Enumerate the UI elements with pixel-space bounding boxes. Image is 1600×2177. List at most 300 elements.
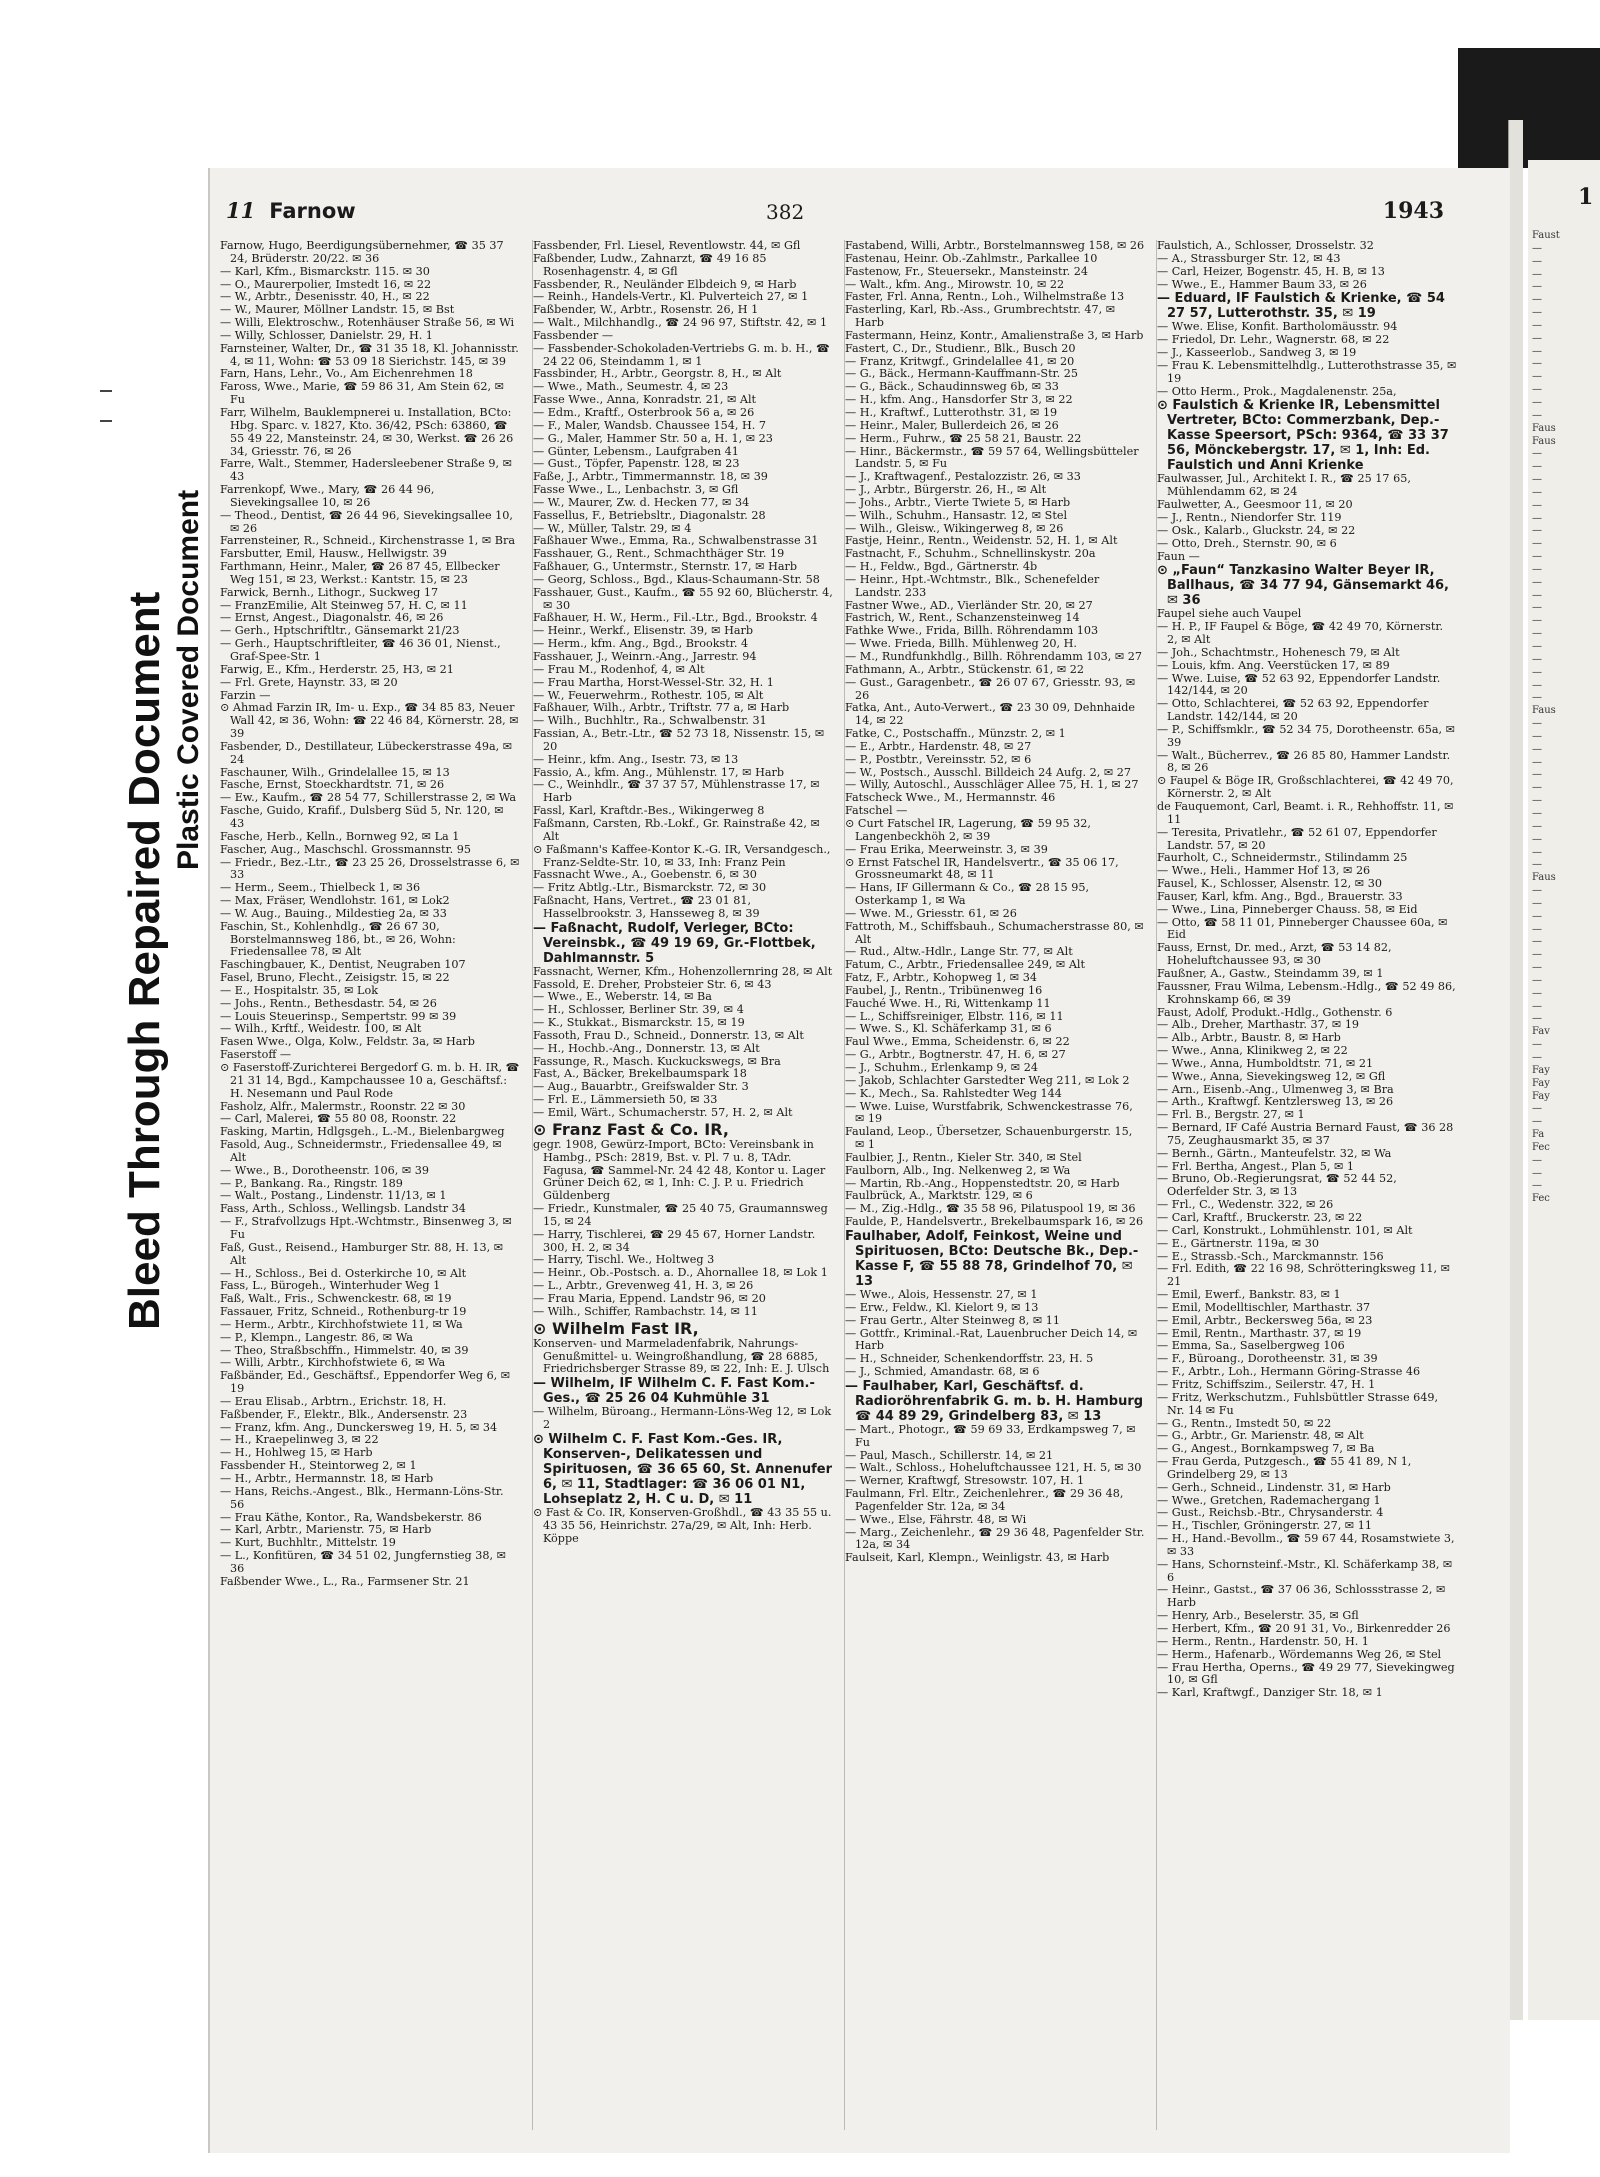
directory-entry: Fassoth, Frau D., Schneid., Donnerstr. 13, ✉ Alt [533,1028,804,1042]
directory-entry: — Johs., Rentn., Bethesdastr. 54, ✉ 26 [220,996,437,1010]
directory-entry: — J., Arbtr., Bürgerstr. 26, H., ✉ Alt [845,483,1047,497]
directory-entry: — Wwe. M., Griesstr. 61, ✉ 26 [845,906,1017,920]
next-page-line: — [1532,807,1542,819]
directory-entry: Faschauner, Wilh., Grindelallee 15, ✉ 13 [220,765,450,779]
directory-entry: Fassauer, Fritz, Schneid., Rothenburg-tr 19 [220,1305,467,1319]
next-page-line: — [1532,371,1542,383]
directory-entry: — Henry, Arb., Beselerstr. 35, ✉ Gfl [1157,1609,1359,1623]
directory-column-1 [220,240,520,2130]
directory-entry: ⊙ Wilhelm Fast IR, [533,1318,699,1338]
directory-entry: Fasold, Aug., Schneidermstr., Friedensallee 49, ✉ Alt [220,1138,502,1164]
directory-entry: — Walt., Milchhandlg., ☎ 24 96 97, Stiftstr. 42, ✉ 1 [533,316,828,330]
directory-entry: Fasholz, Alfr., Malermstr., Roonstr. 22 ✉ 30 [220,1099,466,1113]
directory-entry: Fassellus, F., Betriebsltr., Diagonalstr. 28 [533,508,766,522]
next-page-line: — [1532,782,1542,794]
directory-entry: — Jakob, Schlachter Garstedter Weg 211, ✉ Lok 2 [845,1073,1130,1087]
next-page-line: — [1532,885,1542,897]
next-page-line: — [1532,525,1542,537]
next-page-line: — [1532,1103,1542,1115]
directory-entry: — L., Schiffsreiniger, Elbstr. 116, ✉ 11 [845,1009,1064,1023]
directory-entry: — Gust., Garagenbetr., ☎ 26 07 67, Griesstr. 93, ✉ 26 [845,675,1136,702]
next-page-line: — [1532,1039,1542,1051]
directory-entry: Fasel, Bruno, Flecht., Zeisigstr. 15, ✉ 22 [220,971,450,985]
directory-entry: — Gottfr., Kriminal.-Rat, Lauenbrucher Deich 14, ✉ Harb [845,1326,1138,1353]
directory-entry: Fathmann, A., Arbtr., Stückenstr. 61, ✉ 22 [845,662,1085,676]
directory-entry: — Wilh., Krftf., Weidestr. 100, ✉ Alt [220,1022,422,1036]
next-page-line: — [1532,910,1542,922]
directory-entry: — M., Rundfunkhdlg., Billh. Röhrendamm 103, ✉ 27 [845,650,1143,663]
directory-entry: Fasen Wwe., Olga, Kolw., Feldstr. 3a, ✉ Harb [220,1035,475,1049]
directory-entry: Fassbender, R., Neuländer Elbdeich 9, ✉ Harb [533,277,797,291]
directory-entry: — H., Kraftwf., Lutterothstr. 31, ✉ 19 [845,405,1058,419]
next-page-line: — [1532,384,1542,396]
directory-entry: — Frau M., Rodenhof, 4, ✉ Alt [533,662,705,676]
directory-entry: — Walt., Schloss., Hoheluftchaussee 121, H. 5, ✉ 30 [845,1461,1142,1475]
next-page-line: — [1532,576,1542,588]
directory-entry: — E., Strassb.-Sch., Marckmannstr. 156 [1157,1249,1384,1263]
directory-entry: — Emil, Rentn., Marthastr. 37, ✉ 19 [1157,1326,1362,1340]
next-page-line: — [1532,1000,1542,1012]
directory-entry: — Wwe., Math., Seumestr. 4, ✉ 23 [533,380,729,394]
directory-entry: Faschin, St., Kohlenhdlg., ☎ 26 67 30, Borstelmannsweg 186, bt., ✉ 26, Wohn: Friedensallee 78, ✉ Alt [220,919,456,959]
directory-entry: Fasshauer, J., Weinrn.-Ang., Jarrestr. 94 [533,650,757,663]
directory-entry: — Otto Herm., Prok., Magdalenenstr. 25a, [1157,384,1397,398]
directory-entry: Faßbender, F., Elektr., Blk., Andersenstr. 23 [220,1407,468,1421]
directory-entry: Fassnacht, Werner, Kfm., Hohenzollernring 28, ✉ Alt [533,964,833,978]
directory-entry: — E., Arbtr., Hardenstr. 48, ✉ 27 [845,739,1032,753]
directory-entry: — Arn., Eisenb.-Ang., Ulmenweg 3, ✉ Bra [1157,1082,1394,1096]
directory-entry: — Fritz, Werkschutzm., Fuhlsbüttler Strasse 649, Nr. 14 ✉ Fu [1157,1390,1439,1417]
directory-entry: Fass, L., Bürogeh., Winterhuder Weg 1 [220,1279,441,1293]
next-page-line: — [1532,987,1542,999]
directory-entry: — K., Stukkat., Bismarckstr. 15, ✉ 19 [533,1016,745,1030]
directory-entry: Faulseit, Karl, Klempn., Weinligstr. 43, ✉ Harb [845,1551,1110,1565]
directory-entry: — Teresita, Privatlehr., ☎ 52 61 07, Eppendorfer Landstr. 57, ✉ 20 [1157,825,1437,852]
next-page-line: — [1532,358,1542,370]
next-page-line: — [1532,461,1542,473]
directory-entry: Fauss, Ernst, Dr. med., Arzt, ☎ 53 14 82, Hoheluftchaussee 93, ✉ 30 [1157,941,1392,968]
directory-entry: — Theo, Straßbschffn., Himmelstr. 40, ✉ 39 [220,1343,469,1357]
page-edge-tick [100,390,112,392]
section-number: 11 [226,198,256,223]
directory-entry: — Wwe., E., Weberstr. 14, ✉ Ba [533,990,712,1004]
next-page-line: Faus [1532,872,1556,884]
directory-entry: Fathke Wwe., Frida, Billh. Röhrendamm 103 [845,624,1099,638]
next-page-line: — [1532,294,1542,306]
directory-entry: Fassbender, Frl. Liesel, Reventlowstr. 44, ✉ Gfl [533,240,801,252]
directory-entry: — Wwe., Anna, Klinikweg 2, ✉ 22 [1157,1044,1348,1058]
directory-entry: Konserven- und Marmeladenfabrik, Nahrungs-Genußmittel- u. Weingroßhandlung, ☎ 28 6885, Friedrichsberger Strasse 89, ✉ 22, Inh: E. J. Ulsch [533,1336,830,1376]
plastic-covered-label: Plastic Covered Document [172,489,205,870]
directory-entry: — G., Rentn., Imstedt 50, ✉ 22 [1157,1416,1332,1430]
directory-entry: — P., Postbtr., Vereinsstr. 52, ✉ 6 [845,752,1032,766]
directory-entry: — J., Kraftwagenf., Pestalozzistr. 26, ✉ 33 [845,470,1081,484]
directory-entry: — Wilh., Gleisw., Wikingerweg 8, ✉ 26 [845,521,1064,535]
directory-entry: Fastenow, Fr., Steuersekr., Mansteinstr. 24 [845,264,1088,278]
directory-entry: Fatz, F., Arbtr., Kohopweg 1, ✉ 34 [845,971,1037,985]
directory-entry: Faßhauer, H. W., Herm., Fil.-Ltr., Bgd., Brookstr. 4 [533,611,818,625]
directory-entry: — Herm., Seem., Thielbeck 1, ✉ 36 [220,881,421,895]
next-page-line: — [1532,859,1542,871]
directory-entry: Farre, Walt., Stemmer, Hadersleebener Straße 9, ✉ 43 [220,457,512,484]
next-page-line: Faust [1532,230,1560,241]
directory-entry: — H., Hand.-Bevollm., ☎ 59 67 44, Rosamstwiete 3, ✉ 33 [1157,1532,1455,1558]
directory-entry: Fatscheck Wwe., M., Hermannstr. 46 [845,791,1056,805]
directory-entry: Faulstich, A., Schlosser, Drosselstr. 32 [1157,240,1374,252]
directory-entry: — Wwe. Luise, ☎ 52 63 92, Eppendorfer Landstr. 142/144, ✉ 20 [1157,671,1441,698]
directory-entry: — Johs., Arbtr., Vierte Twiete 5, ✉ Harb [845,495,1071,509]
directory-entry: — Karl, Kfm., Bismarckstr. 115. ✉ 30 [220,264,430,278]
directory-entry: Fasche, Herb., Kelln., Bornweg 92, ✉ La 1 [220,829,460,843]
directory-entry: — Bernard, IF Café Austria Bernard Faust, ☎ 36 28 75, Zeughausmarkt 35, ✉ 37 [1157,1121,1454,1147]
directory-entry: Farzin — [220,688,271,702]
directory-entry: — W. Aug., Bauing., Mildestieg 2a, ✉ 33 [220,906,447,920]
directory-entry: — Gerh., Schneid., Lindenstr. 31, ✉ Harb [1157,1480,1391,1494]
next-page-line: Faus [1532,422,1556,434]
page-number: 382 [766,200,805,224]
directory-entry: — Erw., Feldw., Kl. Kielort 9, ✉ 13 [845,1300,1039,1314]
next-page-line: — [1532,936,1542,948]
directory-entry: — Otto, Schlachterei, ☎ 52 63 92, Eppendorfer Landstr. 142/144, ✉ 20 [1157,697,1429,724]
directory-entry: — Otto, Dreh., Sternstr. 90, ✉ 6 [1157,536,1337,550]
directory-entry: — H., Schlosser, Berliner Str. 39, ✉ 4 [533,1003,744,1017]
directory-entry: — Ernst, Angest., Diagonalstr. 46, ✉ 26 [220,611,444,625]
directory-entry: — Wwe., Anna, Humboldtstr. 71, ✉ 21 [1157,1056,1374,1070]
running-head-year: 1943 [1382,198,1444,224]
directory-entry: — L., Arbtr., Grevenweg 41, H. 3, ✉ 26 [533,1279,754,1293]
next-page-line: — [1532,448,1542,460]
directory-entry: — Willy, Schlosser, Danielstr. 29, H. 1 [220,328,433,342]
directory-entry: — F., Büroang., Dorotheenstr. 31, ✉ 39 [1157,1352,1378,1366]
directory-column-2 [532,240,833,2130]
directory-entry: — J., Schmied, Amandastr. 68, ✉ 6 [845,1365,1040,1379]
directory-entry: Fastje, Heinr., Rentn., Weidenstr. 52, H. 1, ✉ Alt [845,534,1118,548]
directory-entry: — Louis, kfm. Ang. Veerstücken 17, ✉ 89 [1157,658,1390,672]
directory-entry: — Bruno, Ob.-Regierungsrat, ☎ 52 44 52, Oderfelder Str. 3, ✉ 13 [1157,1172,1397,1199]
directory-entry: Faurholt, C., Schneidermstr., Stilindamm 25 [1157,851,1408,865]
directory-entry: Faßbender Wwe., L., Ra., Farmsener Str. 21 [220,1574,470,1588]
next-page-line: — [1532,512,1542,524]
directory-entry: — Wwe., Alois, Hessenstr. 27, ✉ 1 [845,1287,1038,1301]
directory-entry: — Wwe. Elise, Konfit. Bartholomäusstr. 94 [1157,320,1398,334]
directory-entry: — Karl, Kraftwgf., Danziger Str. 18, ✉ 1 [1157,1686,1383,1700]
scan-background-corner [1458,48,1600,168]
directory-entry: Fastner Wwe., AD., Vierländer Str. 20, ✉ 27 [845,598,1093,612]
directory-entry: — Fritz Abtlg.-Ltr., Bismarckstr. 72, ✉ 30 [533,881,767,895]
directory-entry: — Paul, Masch., Schillerstr. 14, ✉ 21 [845,1448,1054,1462]
directory-entry: — E., Gärtnerstr. 119a, ✉ 30 [1157,1236,1319,1250]
directory-entry: — H., Hochb.-Ang., Donnerstr. 13, ✉ Alt [533,1041,760,1055]
directory-entry: — Mart., Photogr., ☎ 59 69 33, Erdkampsweg 7, ✉ Fu [845,1422,1136,1449]
directory-entry: — Frau Martha, Horst-Wessel-Str. 32, H. 1 [533,675,774,689]
directory-entry: — Eduard, IF Faulstich & Krienke, ☎ 54 27 57, Lutterothstr. 35, ✉ 19 [1157,291,1445,322]
directory-entry: Farsbutter, Emil, Hausw., Hellwigstr. 39 [220,547,447,561]
directory-entry: — Heinr., Gastst., ☎ 37 06 36, Schlossstrasse 2, ✉ Harb [1157,1583,1446,1610]
directory-entry: — FranzEmilie, Alt Steinweg 57, H. C, ✉ 11 [220,598,468,612]
directory-entry: ⊙ Ahmad Farzin IR, Im- u. Exp., ☎ 34 85 83, Neuer Wall 42, ✉ 36, Wohn: ☎ 22 46 84, Körnerstr. 28, ✉ 39 [220,701,519,741]
directory-entry: Fasse Wwe., L., Lenbachstr. 3, ✉ Gfl [533,483,739,497]
directory-entry: Faßhauer, G., Untermstr., Sternstr. 17, ✉ Harb [533,560,798,574]
directory-entry: Fasking, Martin, Hdlgsgeh., L.-M., Bielenbargweg [220,1125,505,1139]
directory-entry: — M., Zig.-Hdlg., ☎ 35 58 96, Pilatuspool 19, ✉ 36 [845,1202,1136,1216]
directory-entry: Fasbender, D., Destillateur, Lübeckerstrasse 49a, ✉ 24 [220,739,513,766]
directory-entry: Farwick, Bernh., Lithogr., Suckweg 17 [220,585,439,599]
directory-entry: — Wwe., Anna, Sievekingsweg 12, ✉ Gfl [1157,1069,1386,1083]
directory-entry: — Wwe., Heli., Hammer Hof 13, ✉ 26 [1157,864,1371,878]
directory-entry: — Carl, Konstrukt., Lohmühlenstr. 101, ✉ Alt [1157,1223,1413,1237]
directory-entry: Faußner, A., Gastw., Steindamm 39, ✉ 1 [1157,966,1384,980]
directory-entry: — Friedr., Bez.-Ltr., ☎ 23 25 26, Drosselstrasse 6, ✉ 33 [220,855,520,882]
directory-entry: — Heinr., kfm. Ang., Isestr. 73, ✉ 13 [533,752,739,766]
directory-entry: Fastrich, W., Rent., Schanzensteinweg 14 [845,611,1080,625]
directory-entry: — P., Schiffsmklr., ☎ 52 34 75, Dorotheenstr. 65a, ✉ 39 [1157,722,1456,749]
next-page-line: — [1532,949,1542,961]
directory-entry: — G., Angest., Bornkampsweg 7, ✉ Ba [1157,1442,1375,1456]
directory-entry: Faulbrück, A., Marktstr. 129, ✉ 6 [845,1189,1033,1203]
directory-entry: Fatschel — [845,804,908,818]
next-page-line: — [1532,962,1542,974]
next-page-line: — [1532,345,1542,357]
directory-entry: — Faulhaber, Karl, Geschäftsf. d. Radioröhrenfabrik G. m. b. H. Hamburg ☎ 44 89 29, Grindelberg 83, ✉ 13 [845,1378,1144,1424]
next-page-line: — [1532,730,1542,742]
directory-entry: — Alb., Dreher, Marthastr. 37, ✉ 19 [1157,1018,1360,1032]
directory-entry: — Wilh., Buchhltr., Ra., Schwalbenstr. 31 [533,714,767,728]
directory-entry: Faulborn, Alb., Ing. Nelkenweg 2, ✉ Wa [845,1163,1071,1177]
next-page-line: Fav [1532,1026,1550,1038]
next-page-line: — [1532,923,1542,935]
directory-entry: de Fauquemont, Carl, Beamt. i. R., Rehhoffstr. 11, ✉ 11 [1157,800,1454,826]
directory-entry: Fastenau, Heinr. Ob.-Zahlmstr., Parkallee 10 [845,251,1098,265]
directory-entry: — Louis Steuerinsp., Sempertstr. 99 ✉ 39 [220,1009,457,1023]
bleed-through-label: Bleed Through Repaired Document [120,591,169,1330]
directory-entry: Faßhauer Wwe., Emma, Ra., Schwalbenstrasse 31 [533,534,819,548]
directory-entry: Farwig, E., Kfm., Herderstr. 25, H3, ✉ 21 [220,662,454,676]
directory-entry: — H., Arbtr., Hermannstr. 18, ✉ Harb [220,1472,434,1485]
directory-entry: — Hans, Reichs.-Angest., Blk., Hermann-Löns-Str. 56 [220,1484,504,1511]
directory-entry: — G., Arbtr., Bogtnerstr. 47, H. 6, ✉ 27 [845,1048,1066,1062]
page-header [226,198,1480,232]
directory-entry: — Herm., Hafenarb., Wördemanns Weg 26, ✉ Stel [1157,1647,1442,1661]
next-page-line: Fay [1532,1077,1550,1089]
directory-entry: Faßbänder, Ed., Geschäftsf., Eppendorfer Weg 6, ✉ 19 [220,1369,511,1396]
directory-entry: — Frau Hertha, Operns., ☎ 49 29 77, Sievekingweg 10, ✉ Gfl [1157,1660,1455,1687]
directory-entry: — O., Maurerpolier, Imstedt 16, ✉ 22 [220,277,432,291]
directory-entry: — Franz, Kritwgf., Grindelallee 41, ✉ 20 [845,354,1075,368]
directory-entry: — Georg, Schloss., Bgd., Klaus-Schaumann-Str. 58 [533,572,820,586]
directory-entry: Fasche, Ernst, Stoeckhardtstr. 71, ✉ 26 [220,778,445,792]
next-page-line: — [1532,1116,1542,1128]
directory-entry: — Erau Elisab., Arbtrn., Erichstr. 18, H. [220,1394,447,1408]
directory-entry: — Heinr., Ob.-Postsch. a. D., Ahornallee 18, ✉ Lok 1 [533,1266,828,1280]
next-page-line: — [1532,795,1542,807]
next-page-line: — [1532,474,1542,486]
next-page-line: — [1532,307,1542,319]
directory-entry: Fasse Wwe., Anna, Konradstr. 21, ✉ Alt [533,393,757,407]
directory-entry: — Günter, Lebensm., Laufgraben 41 [533,444,739,458]
next-page-line: Faus [1532,435,1556,447]
directory-entry: Faulbier, J., Rentn., Kieler Str. 340, ✉ Stel [845,1150,1082,1164]
directory-entry: Fassbender — [533,328,614,342]
next-page-line: — [1532,1180,1542,1192]
directory-entry: Faßmann, Carsten, Rb.-Lokf., Gr. Rainstraße 42, ✉ Alt [533,816,820,843]
directory-entry: — Heinr., Hpt.-Wchtmstr., Blk., Schenefelder Landstr. 233 [845,572,1100,599]
directory-entry: ⊙ Faserstoff-Zurichterei Bergedorf G. m. b. H. IR, ☎ 21 31 14, Bgd., Kampchaussee 10 a, Geschäftsf.: H. Nesemann und Paul Rode [220,1061,520,1100]
directory-entry: Faßnacht, Hans, Vertret., ☎ 23 01 81, Hasselbrookstr. 3, Hansseweg 8, ✉ 39 [533,894,760,920]
directory-entry: — Walt., kfm. Ang., Mirowstr. 10, ✉ 22 [845,277,1065,291]
directory-entry: — Alb., Arbtr., Baustr. 8, ✉ Harb [1157,1031,1341,1045]
directory-entry: — Herm., Arbtr., Kirchhofstwiete 11, ✉ Wa [220,1317,463,1331]
next-page-line: — [1532,974,1542,986]
directory-entry: — F., Maler, Wandsb. Chaussee 154, H. 7 [533,418,766,432]
directory-entry: Fast, A., Bäcker, Brekelbaumspark 18 [533,1067,747,1081]
directory-entry: — Wwe. S., Kl. Schäferkamp 31, ✉ 6 [845,1022,1052,1036]
directory-entry: Faust, Adolf, Produkt.-Hdlg., Gothenstr. 6 [1157,1005,1393,1019]
directory-entry: Fasshauer, Gust., Kaufm., ☎ 55 92 60, Blücherstr. 4, ✉ 30 [533,585,833,612]
directory-entry: — C., Weinhdlr., ☎ 37 37 57, Mühlenstrasse 17, ✉ Harb [533,778,820,805]
directory-entry: ⊙ Fast & Co. IR, Konserven-Großhdl., ☎ 43 35 55 u. 43 35 56, Heinrichstr. 27a/29, ✉ Alt, Inh: Herb. Köppe [533,1505,832,1545]
directory-entry: — W., Maurer, Zw. d. Hecken 77, ✉ 34 [533,495,750,509]
directory-entry: — Herm., kfm. Ang., Bgd., Brookstr. 4 [533,637,749,651]
next-page-line: — [1532,319,1542,331]
directory-entry: — Gerh., Hauptschriftleiter, ☎ 46 36 01, Nienst., Graf-Spee-Str. 1 [220,637,501,663]
directory-entry: — Hans, IF Gillermann & Co., ☎ 28 15 95, Osterkamp 1, ✉ Wa [845,881,1089,908]
directory-entry: — G., Bäck., Schaudinnsweg 6b, ✉ 33 [845,380,1059,394]
directory-entry: — Herm., Fuhrw., ☎ 25 58 21, Baustr. 22 [845,431,1082,445]
directory-entry: — W., Feuerwehrm., Rothestr. 105, ✉ Alt [533,688,764,702]
directory-entry: — Frau Käthe, Kontor., Ra, Wandsbekerstr. 86 [220,1510,482,1524]
directory-entry: — L., Konfitüren, ☎ 34 51 02, Jungfernstieg 38, ✉ 36 [220,1549,506,1575]
directory-entry: Fassunge, R., Masch. Kuckuckswegs, ✉ Bra [533,1054,781,1068]
directory-entry: Fasterling, Karl, Rb.-Ass., Grumbrechtstr. 47, ✉ Harb [845,303,1116,330]
directory-entry: — Arth., Kraftwgf. Kentzlersweg 13, ✉ 26 [1157,1095,1394,1109]
directory-entry: — W., Arbtr., Desenisstr. 40, H., ✉ 22 [220,290,430,304]
directory-entry: — Faßnacht, Rudolf, Verleger, BCto: Vereinsbk., ☎ 49 19 69, Gr.-Flottbek, Dahlmannstr. 5 [533,920,816,966]
page-edge-tick [100,420,112,422]
page-header-left [226,198,356,223]
directory-entry: Fassold, E. Dreher, Probsteier Str. 6, ✉ 43 [533,977,772,991]
directory-entry: — Heinr., Werkf., Elisenstr. 39, ✉ Harb [533,624,754,638]
directory-entry: Faßhauer, Wilh., Arbtr., Triftstr. 77 a, ✉ Harb [533,701,790,715]
directory-entry: — P., Klempn., Langestr. 86, ✉ Wa [220,1330,413,1344]
directory-entry: — Aug., Bauarbtr., Greifswalder Str. 3 [533,1080,749,1094]
directory-entry: Faschingbauer, K., Dentist, Neugraben 107 [220,958,466,972]
directory-entry: — Gust., Reichsb.-Btr., Chrysanderstr. 4 [1157,1506,1384,1520]
next-page-line: Fa [1532,1129,1545,1141]
directory-entry: ⊙ Ernst Fatschel IR, Handelsvertr., ☎ 35 06 17, Grossneumarkt 48, ✉ 11 [845,855,1119,882]
directory-entry: — Harry, Tischlerei, ☎ 29 45 67, Horner Landstr. 300, H. 2, ✉ 34 [533,1227,816,1254]
next-page-line: — [1532,409,1542,421]
directory-entry: Faserstoff — [220,1048,292,1062]
directory-entry: — Fritz, Schiffszim., Seilerstr. 47, H. 1 [1157,1377,1376,1391]
directory-entry: — H., Schneider, Schenkendorffstr. 23, H. 5 [845,1352,1094,1366]
directory-entry: — Frl. E., Lämmersieth 50, ✉ 33 [533,1093,718,1107]
next-page-line: — [1532,846,1542,858]
directory-entry: — K., Mech., Sa. Rahlstedter Weg 144 [845,1086,1062,1100]
directory-entry: — Frl., C., Wedenstr. 322, ✉ 26 [1157,1198,1334,1212]
directory-entry: Fassnacht Wwe., A., Goebenstr. 6, ✉ 30 [533,868,757,882]
directory-entry: — Wwe., Else, Fährstr. 48, ✉ Wi [845,1512,1027,1526]
directory-entry: Faßbender, W., Arbtr., Rosenstr. 26, H 1 [533,303,759,317]
directory-entry: — Heinr., Maler, Bullerdeich 26, ✉ 26 [845,418,1059,432]
directory-entry: — H., Tischler, Gröningerstr. 27, ✉ 11 [1157,1519,1372,1533]
directory-entry: — Marg., Zeichenlehr., ☎ 29 36 48, Pagenfelder Str. 12a, ✉ 34 [845,1525,1145,1552]
directory-entry: Fauché Wwe. H., Ri, Wittenkamp 11 [845,996,1051,1010]
directory-entry: — Frl. Edith, ☎ 22 16 98, Schrötteringksweg 11, ✉ 21 [1157,1262,1450,1289]
directory-entry: Faulwetter, A., Geesmoor 11, ✉ 20 [1157,498,1353,512]
directory-entry: Farnsteiner, Walter, Dr., ☎ 31 35 18, Kl. Johannisstr. 4, ✉ 11, Wohn: ☎ 53 09 18 Sierichstr. 145, ✉ 39 [220,341,519,368]
directory-entry: Fasche, Guido, Krafif., Dulsberg Süd 5, Nr. 120, ✉ 43 [220,804,504,830]
next-page-line: — [1532,1013,1542,1025]
directory-entry: ⊙ Wilhelm C. F. Fast Kom.-Ges. IR, Konserven-, Delikatessen und Spirituosen, ☎ 36 65 60, St. Annenufer 6, ✉ 11, Stadtlager: ☎ 36 06 01 N1, Lohseplatz 2, H. C u. D, ✉ 11 [533,1431,832,1507]
directory-entry: — Max, Fräser, Wendlohstr. 161, ✉ Lok2 [220,894,450,908]
directory-entry: Faupel siehe auch Vaupel [1157,607,1302,621]
directory-entry: — Karl, Arbtr., Marienstr. 75, ✉ Harb [220,1523,432,1537]
directory-entry: — Friedol, Dr. Lehr., Wagnerstr. 68, ✉ 22 [1157,333,1390,347]
directory-entry: — Harry, Tischl. We., Holtweg 3 [533,1253,715,1267]
next-page-line: — [1532,756,1542,768]
directory-entry: — E., Hospitalstr. 35, ✉ Lok [220,983,378,997]
directory-entry: — Fassbender-Schokoladen-Vertriebs G. m. b. H., ☎ 24 22 06, Steindamm 1, ✉ 1 [533,341,830,368]
directory-columns [220,240,1470,2130]
directory-entry: — Franz, kfm. Ang., Dunckersweg 19, H. 5, ✉ 34 [220,1420,498,1434]
directory-entry: — G., Bäck., Hermann-Kauffmann-Str. 25 [845,367,1079,381]
next-page-line: — [1532,332,1542,344]
next-page-line: — [1532,692,1542,704]
directory-entry: — Walt., Bücherrev., ☎ 26 85 80, Hammer Landstr. 8, ✉ 26 [1157,748,1451,775]
directory-entry: — Wwe. Frieda, Billh. Mühlenweg 20, H. [845,637,1077,651]
directory-entry: — Theod., Dentist, ☎ 26 44 96, Sievekingsallee 10, ✉ 26 [220,508,513,535]
directory-entry: — Kurt, Buchhltr., Mittelstr. 19 [220,1536,396,1550]
directory-entry: ⊙ Franz Fast & Co. IR, [533,1119,729,1139]
directory-entry: — Hinr., Bäckermstr., ☎ 59 57 64, Wellingsbütteler Landstr. 5, ✉ Fu [845,444,1139,471]
directory-entry: — W., Maurer, Möllner Landstr. 15, ✉ Bst [220,303,455,317]
directory-entry: — Wwe., Gretchen, Rademachergang 1 [1157,1493,1381,1507]
directory-entry: — G., Maler, Hammer Str. 50 a, H. 1, ✉ 23 [533,431,773,445]
next-page-line: — [1532,718,1542,730]
directory-entry: — A., Strassburger Str. 12, ✉ 43 [1157,251,1341,265]
next-page-line: — [1532,769,1542,781]
directory-entry: — H., Hohlweg 15, ✉ Harb [220,1446,373,1460]
directory-entry: — Willi, Elektroschw., Rotenhäuser Straße 56, ✉ Wi [220,316,515,330]
next-page-line: — [1532,281,1542,293]
directory-entry: — Wwe. Luise, Wurstfabrik, Schwenckestrasse 76, ✉ 19 [845,1099,1133,1126]
directory-entry: — Herm., Rentn., Hardenstr. 50, H. 1 [1157,1634,1369,1648]
next-page-line: Fec [1532,1193,1550,1205]
directory-entry: — Wilhelm, Büroang., Hermann-Löns-Weg 12, ✉ Lok 2 [533,1405,832,1432]
directory-entry: — Bernh., Gärtn., Manteufelstr. 32, ✉ Wa [1157,1146,1392,1160]
directory-entry: — Frau Maria, Eppend. Landstr 96, ✉ 20 [533,1291,766,1305]
next-page-line: — [1532,666,1542,678]
next-page-line: Fay [1532,1090,1550,1102]
directory-entry: — Ew., Kaufm., ☎ 28 54 77, Schillerstrasse 2, ✉ Wa [220,791,517,805]
directory-entry: Farr, Wilhelm, Bauklempnerei u. Installation, BCto: Hbg. Sparc. v. 1827, Kto. 36/42, PSch: 63860, ☎ 55 49 22, Mansteinstr. 24, ✉ 30, Werkst. ☎ 26 26 34, Griesstr. 76, ✉ 26 [220,405,514,458]
directory-entry: Faster, Frl. Anna, Rentn., Loh., Wilhelmstraße 13 [845,290,1125,304]
directory-entry: Fascher, Aug., Maschschl. Grossmannstr. 95 [220,842,471,856]
next-page-line: — [1532,589,1542,601]
directory-entry: — Wilh., Schuhm., Hansastr. 12, ✉ Stel [845,508,1068,522]
directory-entry: Fastermann, Heinz, Kontr., Amalienstraße 3, ✉ Harb [845,328,1144,342]
directory-entry: — Gust., Töpfer, Papenstr. 128, ✉ 23 [533,457,740,471]
directory-entry: Fassian, A., Betr.-Ltr., ☎ 52 73 18, Nissenstr. 15, ✉ 20 [533,727,825,753]
directory-entry: — F., Arbtr., Loh., Hermann Göring-Strasse 46 [1157,1365,1421,1379]
directory-entry: Faussner, Frau Wilma, Lebensm.-Hdlg., ☎ 52 49 86, Krohnskamp 66, ✉ 39 [1157,979,1456,1006]
directory-entry: — G., Arbtr., Gr. Marienstr. 48, ✉ Alt [1157,1429,1364,1443]
directory-entry: Fattroth, M., Schiffsbauh., Schumacherstrasse 80, ✉ Alt [845,919,1144,946]
directory-entry: Fatum, C., Arbtr., Friedensallee 249, ✉ Alt [845,958,1086,972]
next-page-line: — [1532,1167,1542,1179]
directory-entry: Faß, Walt., Fris., Schwenckestr. 68, ✉ 19 [220,1292,452,1306]
directory-entry: — Frl. Bertha, Angest., Plan 5, ✉ 1 [1157,1159,1355,1173]
